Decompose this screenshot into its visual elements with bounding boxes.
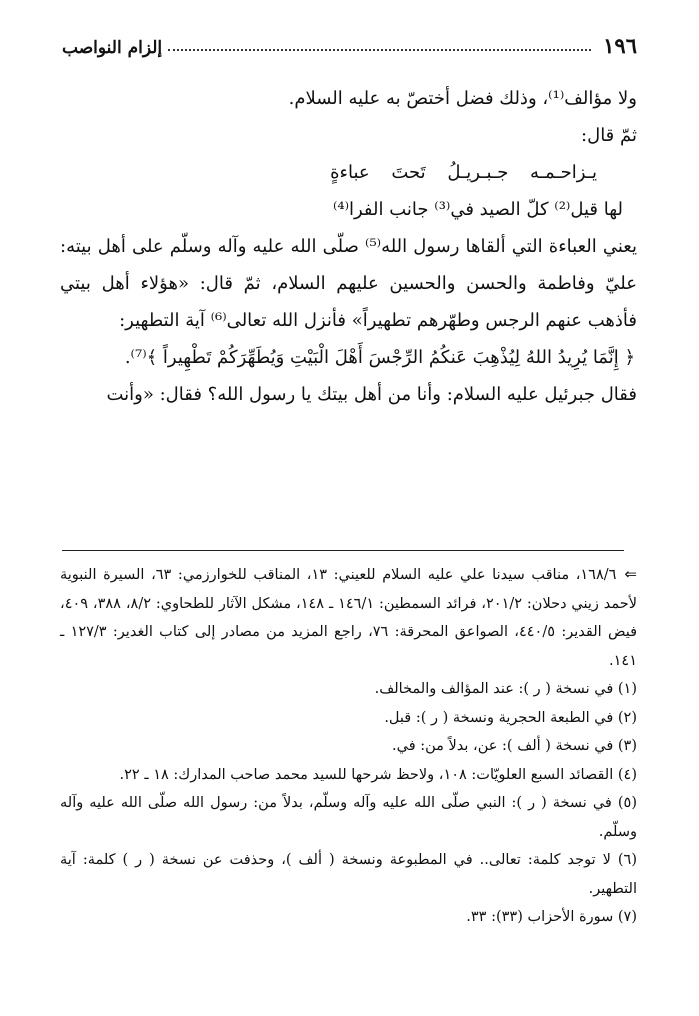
footnote-7: (٧) سورة الأحزاب (٣٣): ٣٣.: [466, 909, 637, 925]
footnotes: [60, 560, 637, 932]
footnote-3: (٣) في نسخة ( ألف ): عن، بدلاً من: في.: [392, 738, 637, 754]
page-number: ١٩٦: [603, 33, 637, 58]
footnote-1: (١) في نسخة ( ر ): عند المؤالف والمخالف.: [374, 681, 637, 697]
footnote-2: (٢) في الطبعة الحجرية ونسخة ( ر ): قبل.: [384, 709, 637, 726]
book-title: إلزام النواصب: [62, 38, 163, 58]
quran-verse: ﴿ إِنَّمَا يُرِيدُ اللهُ لِيُذْهِبَ عَنكُمُ الرِّجْسَ أَهْلَ الْبَيْتِ وَيُطَهِّرَكُمْ تَطْهِيراً ﴾⁽⁷⁾.: [124, 347, 635, 368]
poem-verse-second-hemistich: لها قيل⁽²⁾ كلّ الصيد في⁽³⁾ جانب الفرا⁽⁴⁾: [332, 199, 623, 220]
text-line: ولا مؤالف⁽¹⁾، وذلك فضل أختصّ به عليه السلام.: [288, 88, 637, 109]
poem-verse-first-hemistich: يـزاحـمـه جـبـريـلُ تَحتَ عباءةٍ: [330, 162, 597, 183]
footnote-separator: [62, 550, 624, 551]
footnote-4: (٤) القصائد السبع العلويّات: ١٠٨، ولاحظ شرحها للسيد محمد صاحب المدارك: ١٨ ـ ٢٢.: [119, 766, 637, 783]
paragraph-explanation: يعني العباءة التي ألقاها رسول الله⁽⁵⁾ صلّى الله عليه وآله وسلّم على أهل بيته: عليّ وفاطمة والحسن والحسين عليهم السلام، ثمّ قال: «هؤلاء أهل بيتي فأذهب عنهم الرجس وطهّرهم تطهيراً» فأنزل الله تعالى⁽⁶⁾ آية التطهير:: [60, 236, 637, 331]
main-text: [60, 80, 637, 413]
footnote-continuation: [60, 560, 637, 675]
footnote-continuation-text: ١٦٨/٦، مناقب سيدنا علي عليه السلام للعيني: ١٣، المناقب للخوارزمي: ٦٣، السيرة النبوية لأحمد زيني دحلان: ٢٠١/٢، فرائد السمطين: ١٤٦/١ ـ ١٤٨، مشكل الآثار للطحاوي: ٨/٢، ٣٨٨، ٤٠٩، فيض القدير: ٤٤٠/٥، الصواعق المحرقة: ٧٦، راجع المزيد من مصادر إلى كتاب الغدير: ١٢٧/٣ ـ ١٤١.: [60, 567, 638, 669]
header-dotted-leader: [168, 49, 591, 51]
paragraph-jibril: فقال جبرئيل عليه السلام: وأنا من أهل بيتك يا رسول الله؟ فقال: «وأنت: [106, 384, 637, 405]
poem-intro: ثمّ قال:: [581, 125, 637, 146]
continuation-arrow-icon: ⇐: [624, 565, 637, 583]
footnote-5: (٥) في نسخة ( ر ): النبي صلّى الله عليه وآله وسلّم، بدلاً من: رسول الله صلّى الله عليه وآله وسلّم.: [60, 795, 637, 840]
running-header: [62, 28, 637, 58]
footnote-6: (٦) لا توجد كلمة: تعالى.. في المطبوعة ونسخة ( ألف )، وحذفت عن نسخة ( ر ) كلمة: آية التطهير.: [60, 852, 637, 897]
